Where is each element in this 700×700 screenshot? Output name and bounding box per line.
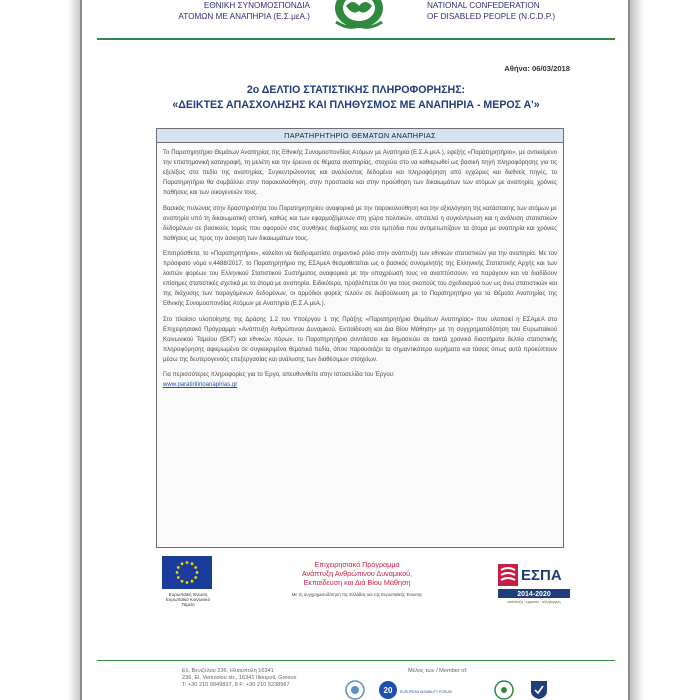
page-shadow-right: [630, 0, 644, 700]
footer-member-of: Μέλος των / Member of:: [408, 668, 468, 674]
esamea-logo-icon: [320, 0, 398, 36]
paragraph-more-info: [163, 370, 557, 390]
eu-caption: [162, 592, 214, 607]
header-left-line2: ΑΤΟΜΩΝ ΜΕ ΑΝΑΠΗΡΙΑ (Ε.Σ.μεΑ.): [178, 12, 310, 21]
edf-logo: [378, 679, 452, 700]
footer-phone: T: +30 210 9949837, 8 F: +30 210 5238967: [182, 682, 290, 688]
header-right-line1: NATIONAL CONFEDERATION: [427, 1, 540, 10]
observatory-box: [156, 128, 564, 548]
document-title-line2: «ΔΕΙΚΤΕΣ ΑΠΑΣΧΟΛΗΣΗΣ ΚΑΙ ΠΛΗΘΥΣΜΟΣ ΜΕ ΑΝΑΠΗΡΙΑ - ΜΕΡΟΣ Α'»: [172, 99, 540, 111]
document-title-line1: 2ο ΔΕΛΤΙΟ ΣΤΑΤΙΣΤΙΚΗΣ ΠΛΗΡΟΦΟΡΗΣΗΣ:: [246, 84, 466, 96]
funding-logos: [82, 554, 630, 614]
paragraph: Επιπρόσθετα, το «Παρατηρητήριο», καλείται να διαδραματίσει σημαντικό ρόλο στην ανάπτυξη των εθνικών στατιστικών για την αναπηρία. Με τον πρόσφατο νόμο ν.4488/2017, το Παρατηρητήριο της ΕΣΑμεΑ θεσμοθετείται ως ο βασικός συνομιλητής της Ελληνικής Στατιστικής Αρχής και των λοιπών φορέων του Ελληνικού Στατιστικού Συστήματος αναφορικά με την υποχρέωσή τους να αναπτύσσουν, να παράγουν και να διαδίδουν επίσημες στατιστικές σχετικά με τα άτομα με αναπηρία. Ειδικότερα, προβλέπεται ότι για τους σκοπούς του σχεδιασμού των ως άνω στατιστικών και της διάχυσης των παραγόμενων δεδομένων, οι αρμόδιοι φορείς τελούν σε διαβούλευση με το Παρατηρητήριο για τα Θέματα Αναπηρίας της Εθνικής Συνομοσπονδίας Ατόμων με Αναπηρία (Ε.Σ.Α.μεΑ.).: [163, 251, 557, 307]
paragraph: Το Παρατηρητήριο Θεμάτων Αναπηρίας της Εθνικής Συνομοσπονδίας Ατόμων με Αναπηρία (Ε.Σ.Α.μεΑ.), εφεξής «Παρατηρητήριο», με αντικείμενο την επιστημονική καταγραφή, τη μελέτη και την έρευνα σε θέματα αναπηρίας, στοχεύει στο να καθιερωθεί ως βασική πηγή πληροφόρησης για τις εξελίξεις στο πεδίο της αναπηρίας. Συγκεντρώνοντας και αναλύοντας δεδομένα και πληροφόρηση από εγχώριες και διεθνείς πηγές, το Παρατηρητήριο θα συμβάλλει στην παρακολούθηση, στην προστασία και στην προώθηση των δικαιωμάτων των ατόμων με αναπηρία, χρόνιες παθήσεις και των οικογενειών τους.: [163, 150, 557, 196]
op-line3: Εκπαίδευση και Διά Βίου Μάθηση: [303, 578, 411, 587]
observatory-box-body: [157, 143, 563, 390]
eu-caption-2: Ευρωπαϊκό Κοινωνικό Ταμείο: [165, 597, 211, 607]
espa-subtitle: ανάπτυξη · εργασία · αλληλεγγύη: [507, 600, 561, 604]
certification-shield-icon: [528, 679, 550, 700]
partner-logo-icon: [492, 679, 516, 700]
espa-text: ΕΣΠΑ: [521, 567, 562, 584]
op-line2: Ανάπτυξη Ανθρώπινου Δυναμικού,: [301, 569, 413, 578]
op-line1: Επιχειρησιακό Πρόγραμμα: [314, 560, 400, 569]
espa-logo: [497, 560, 571, 604]
eu-flag-icon: [162, 556, 212, 589]
edf-name: EUROPEAN DISABILITY FORUM: [400, 690, 452, 694]
operational-programme-logo: [272, 560, 442, 599]
eu-logo: [162, 556, 214, 608]
paragraph: Στο πλαίσιο υλοποίησης της Δράσης 1.2 του Υποέργου 1 της Πράξης «Παρατηρητήριο Θεμάτων Αναπηρίας» που υλοποιεί η ΕΣΑμεΑ στο Επιχειρησιακό Πρόγραμμα «Ανάπτυξη Ανθρώπινου Δυναμικού, Εκπαίδευση και Δια Βίου Μάθηση» με τη συγχρηματοδότηση του Ευρωπαϊκού Κοινωνικού Ταμείου (ΕΚΤ) και εθνικών πόρων, το Παρατηρητήριο συντάσσει και δημοσιεύει σε τακτά χρονικά διαστήματα δελτία στατιστικής πληροφόρησης αφιερωμένα σε συγκεκριμένα θεματικά πεδία, όπου παρουσιάζει τα σημαντικότερα ευρήματα και τάσεις όπως αυτά προκύπτουν μέσω της δευτερογενούς επεξεργασίας και ανάλυσης των διαθέσιμων στοιχείων.: [163, 316, 557, 363]
project-website-link[interactable]: www.paratiritirioanapirias.gr: [163, 382, 238, 388]
espa-logo-icon: [497, 560, 571, 604]
document-date: Αθήνα: 06/03/2018: [504, 64, 570, 73]
footer-address-line2: 236, El. Venizelou str., 16341 Ilioupoli, Greece: [182, 675, 297, 681]
op-subtitle: Με τη συγχρηματοδότηση της Ελλάδας και της Ευρωπαϊκής Ένωσης: [291, 592, 423, 597]
observatory-box-heading: ΠΑΡΑΤΗΡΗΤΗΡΙΟ ΘΕΜΑΤΩΝ ΑΝΑΠΗΡΙΑΣ: [157, 129, 563, 143]
header-right: [427, 0, 607, 22]
partner-seal-icon: [344, 679, 366, 700]
eu-caption-1: Ευρωπαϊκή Ένωση: [168, 592, 208, 597]
footer-address: [182, 668, 296, 689]
footer-divider: [97, 660, 615, 661]
header-left: [140, 0, 310, 22]
edf-number: 20: [383, 686, 393, 695]
header-right-line2: OF DISABLED PEOPLE (N.C.D.P.): [427, 12, 556, 21]
more-info-text: Για περισσότερες πληροφορίες για το Έργο, απευθυνθείτε στην Ιστοσελίδα του Έργου:: [163, 372, 395, 378]
paragraph: Βασικός πυλώνας στην δραστηριότητα του Παρατηρητηρίου αναφορικά με την παρακολούθηση και την αξιολόγηση της κατάστασης των ατόμων με αναπηρία υπό τη δικαιωματική οπτική, καθώς και των εφαρμοζόμενων στη χώρα πολιτικών, αποτελεί η συγκέντρωση και η ανάλυση στατιστικών δεδομένων σε βασικούς τομείς που αφορούν στις συνθήκες διαβίωσης και στα εμπόδια που αντιμετωπίζουν τα άτομα με αναπηρία και χρόνιες παθήσεις ως προς την άσκηση των δικαιωμάτων τους.: [163, 205, 557, 242]
document-page: [80, 0, 630, 700]
header-left-line1: ΕΘΝΙΚΗ ΣΥΝΟΜΟΣΠΟΝΔΙΑ: [203, 1, 310, 10]
footer-address-line1: Ελ. Βενιζέλου 236, Ηλιούπολη 16341: [182, 668, 274, 674]
espa-years: 2014-2020: [517, 591, 551, 598]
header-divider: [97, 38, 615, 40]
